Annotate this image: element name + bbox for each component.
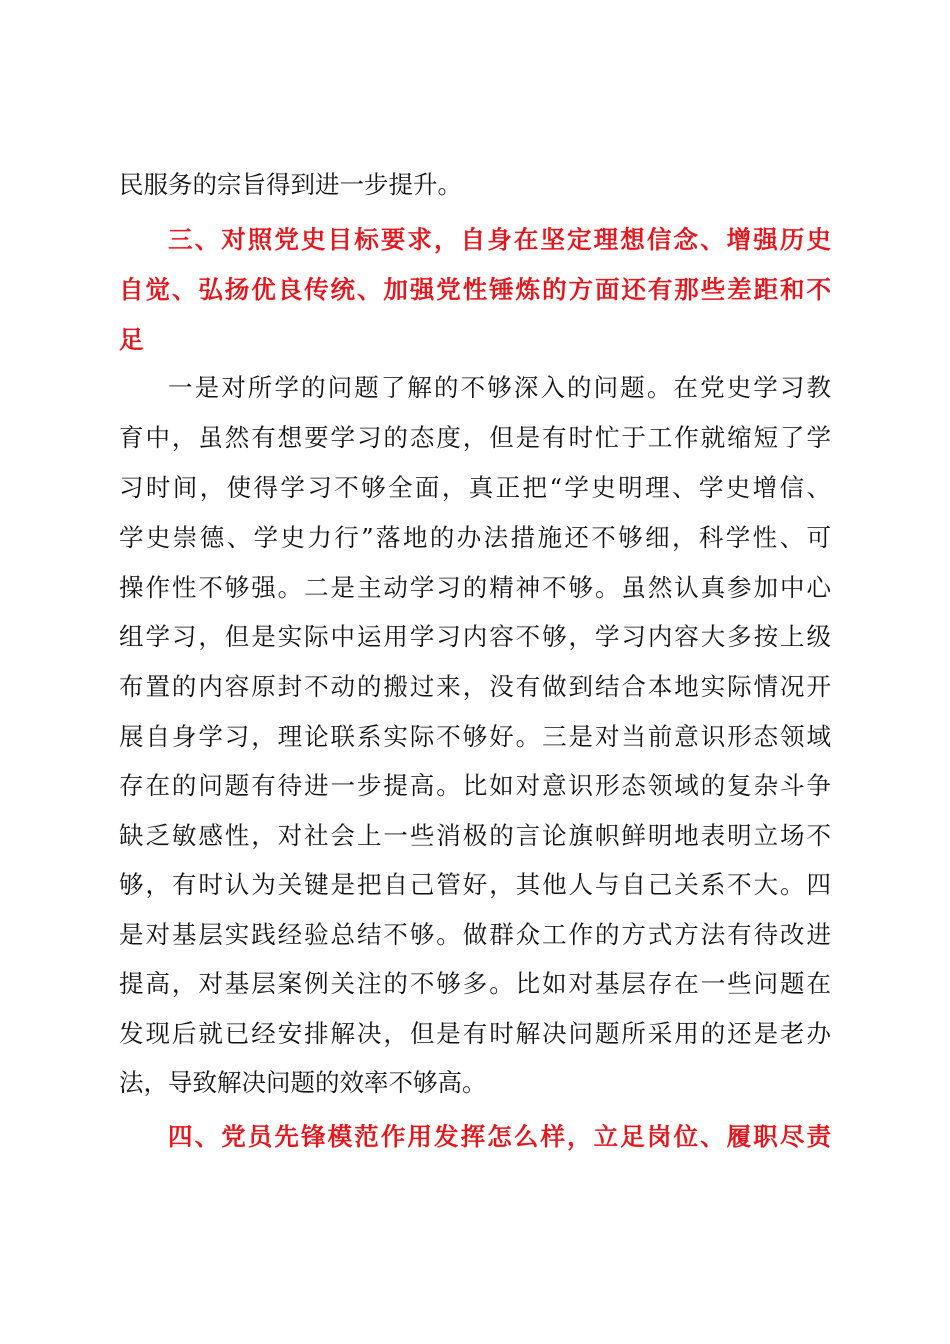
section3-body-line: 存在的问题有待进一步提高。比如对意识形态领域的复杂斗争 bbox=[119, 771, 831, 800]
section3-body-line: 习时间，使得学习不够全面，真正把“学史明理、学史增信、 bbox=[119, 473, 831, 502]
section3-body-line: 育中，虽然有想要学习的态度，但是有时忙于工作就缩短了学 bbox=[119, 423, 831, 452]
section3-heading-line: 三、对照党史目标要求，自身在坚定理想信念、增强历史 bbox=[168, 225, 831, 254]
section3-body-line: 是对基层实践经验总结不够。做群众工作的方式方法有待改进 bbox=[119, 920, 831, 949]
section3-heading-line: 足 bbox=[119, 325, 144, 354]
intro-line: 民服务的宗旨得到进一步提升。 bbox=[119, 170, 462, 199]
section3-body-line: 组学习，但是实际中运用学习内容不够，学习内容大多按上级 bbox=[119, 622, 831, 651]
section3-body-line: 布置的内容原封不动的搬过来，没有做到结合本地实际情况开 bbox=[119, 672, 831, 701]
section3-body-line: 一是对所学的问题了解的不够深入的问题。在党史学习教 bbox=[168, 373, 831, 402]
section3-body-line: 展自身学习，理论联系实际不够好。三是对当前意识形态领域 bbox=[119, 722, 831, 751]
section3-body-line: 操作性不够强。二是主动学习的精神不够。虽然认真参加中心 bbox=[119, 573, 831, 602]
section3-body-line: 学史崇德、学史力行”落地的办法措施还不够细，科学性、可 bbox=[119, 523, 831, 552]
section3-body-line: 提高，对基层案例关注的不够多。比如对基层存在一些问题在 bbox=[119, 969, 831, 998]
section3-body-line: 法，导致解决问题的效率不够高。 bbox=[119, 1068, 487, 1097]
section3-body-line: 缺乏敏感性，对社会上一些消极的言论旗帜鲜明地表明立场不 bbox=[119, 821, 831, 850]
section4-heading-line: 四、党员先锋模范作用发挥怎么样，立足岗位、履职尽责 bbox=[168, 1122, 831, 1151]
section3-heading-line: 自觉、弘扬优良传统、加强党性锤炼的方面还有那些差距和不 bbox=[119, 275, 831, 304]
section3-body-line: 够，有时认为关键是把自己管好，其他人与自己关系不大。四 bbox=[119, 870, 831, 899]
section3-body-line: 发现后就已经安排解决，但是有时解决问题所采用的还是老办 bbox=[119, 1019, 831, 1048]
